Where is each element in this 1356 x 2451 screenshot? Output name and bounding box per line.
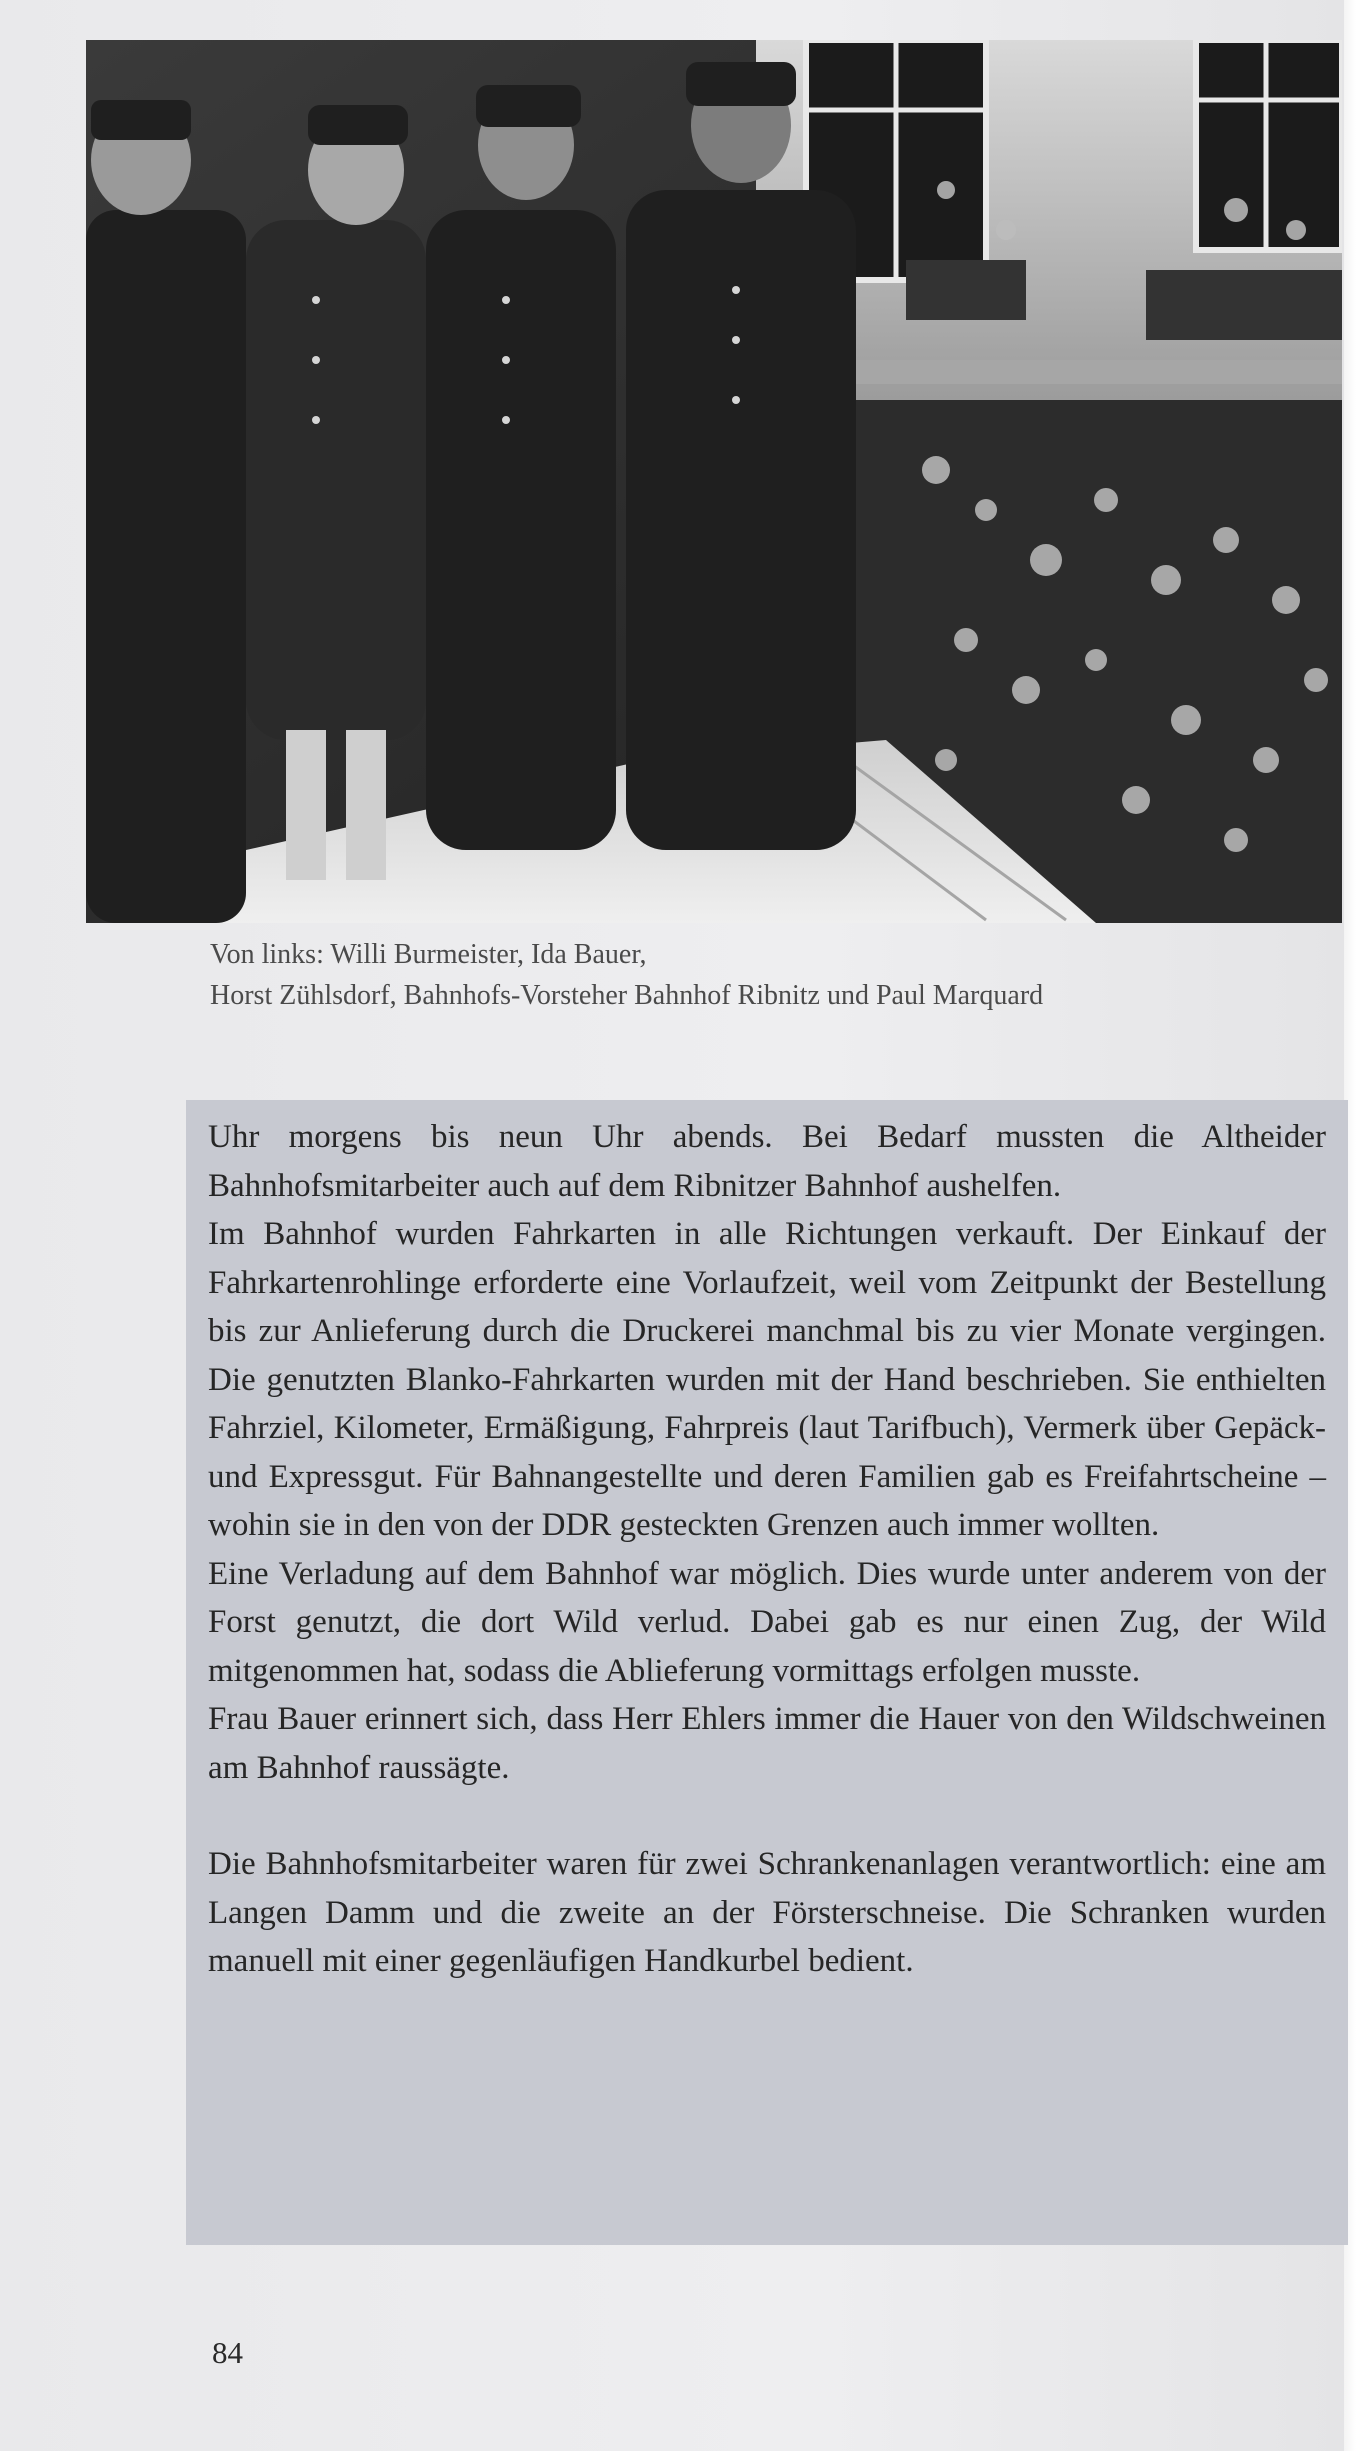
paragraph-5: Die Bahnhofsmitarbeiter waren für zwei Schrankenanlagen verantwortlich: eine am Langen Damm und die zweite an der Försterschneise. Die Schranken wurden manuell mit einer gegenläufigen Handkurbel bedient. <box>208 1846 1326 1979</box>
paragraph-4: Frau Bauer erinnert sich, dass Herr Ehlers immer die Hauer von den Wildschweinen am Bahnhof raussägte. <box>208 1701 1326 1786</box>
caption-line-2: Horst Zühlsdorf, Bahnhofs-Vorsteher Bahnhof Ribnitz und Paul Marquard <box>210 980 1044 1011</box>
paragraph-1: Uhr morgens bis neun Uhr abends. Bei Bedarf mussten die Altheider Bahnhofsmitarbeiter auch auf dem Ribnitzer Bahnhof aushelfen. <box>208 1119 1326 1204</box>
paragraph-gap <box>208 1792 1326 1840</box>
paragraph-3: Eine Verladung auf dem Bahnhof war möglich. Dies wurde unter anderem von der Forst genutzt, die dort Wild verlud. Dabei gab es nur einen Zug, der Wild mitgenommen hat, sodass die Ablieferung vormittags erfolgen musste. <box>208 1555 1326 1689</box>
photo-caption <box>210 934 1310 1016</box>
paragraph-2: Im Bahnhof wurden Fahrkarten in alle Richtungen verkauft. Der Einkauf der Fahrkartenrohlinge erforderte eine Vorlaufzeit, weil vom Zeitpunkt der Bestellung bis zur Anlieferung durch die Druckerei manchmal bis zu vier Monate vergingen. Die genutzten Blanko-Fahrkarten wurden mit der Hand beschrieben. Sie enthielten Fahrziel, Kilometer, Ermäßigung, Fahrpreis (laut Tarifbuch), Vermerk über Gepäck- und Expressgut. Für Bahnangestellte und deren Familien gab es Freifahrtscheine – wohin sie in den von der DDR gesteckten Grenzen auch immer wollten. <box>208 1216 1326 1543</box>
caption-line-1: Von links: Willi Burmeister, Ida Bauer, <box>210 939 647 970</box>
historical-photo <box>86 40 1342 923</box>
body-text <box>208 1113 1326 1986</box>
page-number: 84 <box>212 2335 243 2370</box>
